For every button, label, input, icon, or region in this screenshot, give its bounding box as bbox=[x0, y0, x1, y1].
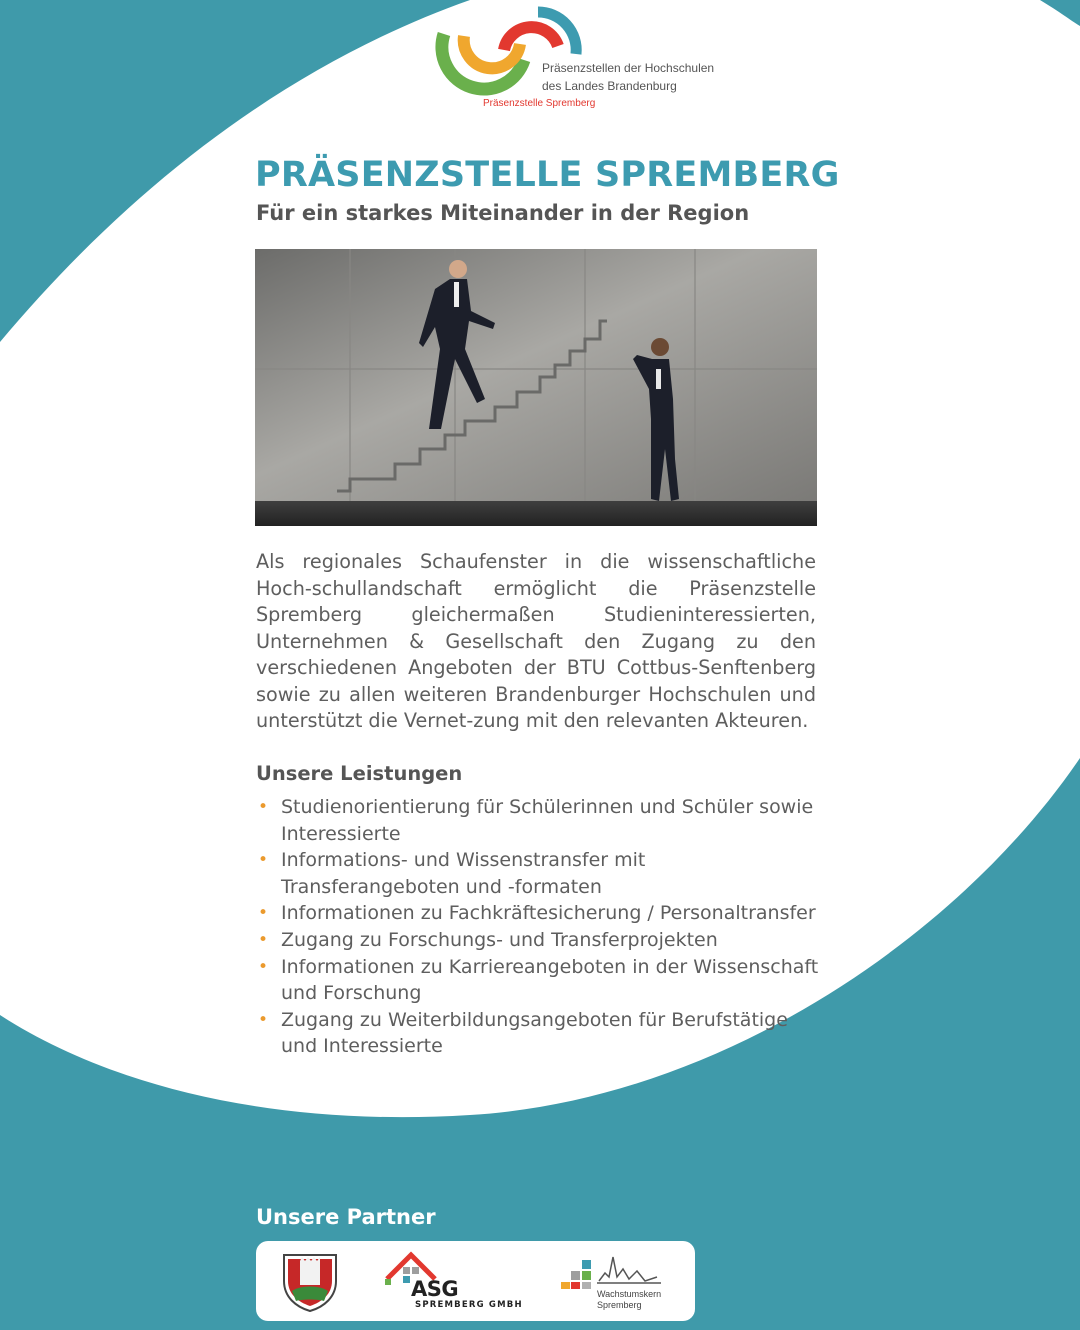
spremberg-coat-of-arms-icon bbox=[280, 1251, 340, 1313]
wachstumskern-squares-logo-icon bbox=[561, 1253, 681, 1289]
services-heading: Unsere Leistungen bbox=[256, 762, 463, 785]
asg-logo bbox=[381, 1249, 531, 1313]
bullet-icon: • bbox=[258, 797, 269, 817]
partners-logo-box bbox=[256, 1241, 695, 1321]
partners-heading: Unsere Partner bbox=[256, 1205, 436, 1229]
bullet-icon: • bbox=[258, 1009, 269, 1030]
list-item: • Zugang zu Weiterbildungsangeboten für Berufstätige und Interessierte bbox=[258, 1008, 788, 1058]
logo-text-line2: des Landes Brandenburg bbox=[542, 79, 677, 93]
bullet-icon: • bbox=[258, 929, 269, 950]
header-logo bbox=[434, 6, 734, 116]
asg-name: ASG bbox=[411, 1277, 459, 1301]
page-subtitle: Für ein starkes Miteinander in der Region bbox=[256, 201, 750, 225]
list-item: • Zugang zu Forschungs- und Transferprojekten bbox=[256, 927, 826, 954]
wachstumskern-line1: Wachstumskern bbox=[597, 1289, 662, 1299]
list-item: • Studienorientierung für Schülerinnen und Schüler sowie Interessierte bbox=[258, 796, 814, 845]
bullet-icon: • bbox=[258, 903, 269, 924]
list-item: • Informationen zu Fachkräftesicherung / Personaltransfer bbox=[256, 900, 826, 927]
services-list bbox=[256, 794, 826, 1060]
wachstumskern-line2: Spremberg bbox=[597, 1300, 642, 1310]
bullet-icon: • bbox=[258, 850, 269, 871]
bullet-icon: • bbox=[258, 956, 269, 977]
logo-text-line1: Präsenzstellen der Hochschulen bbox=[542, 61, 715, 75]
page-title: PRÄSENZSTELLE SPREMBERG bbox=[255, 155, 840, 195]
description-paragraph: Als regionales Schaufenster in die wissenschaftliche Hoch-schullandschaft ermöglicht die Präsenzstelle Spremberg gleichermaßen Studieninteressierten, Unternehmen & Gesellschaft den Zugang zu den verschiedenen Angeboten der BTU Cottbus-Senftenberg sowie zu allen weiteren Brandenburger Hochschulen und unterstützt die Vernet-zung mit den relevanten Akteuren. bbox=[256, 550, 816, 732]
logo-subtitle: Präsenzstelle Spremberg bbox=[483, 98, 596, 109]
people-climbing-stairs-photo bbox=[255, 249, 817, 526]
list-item: • Informations- und Wissenstransfer mit Transferangeboten und -formaten bbox=[258, 849, 646, 898]
asg-subtitle: SPREMBERG GMBH bbox=[415, 1300, 523, 1310]
wachstumskern-logo bbox=[561, 1253, 681, 1313]
list-item: • Informationen zu Karriereangeboten in der Wissenschaft und Forschung bbox=[258, 955, 819, 1005]
